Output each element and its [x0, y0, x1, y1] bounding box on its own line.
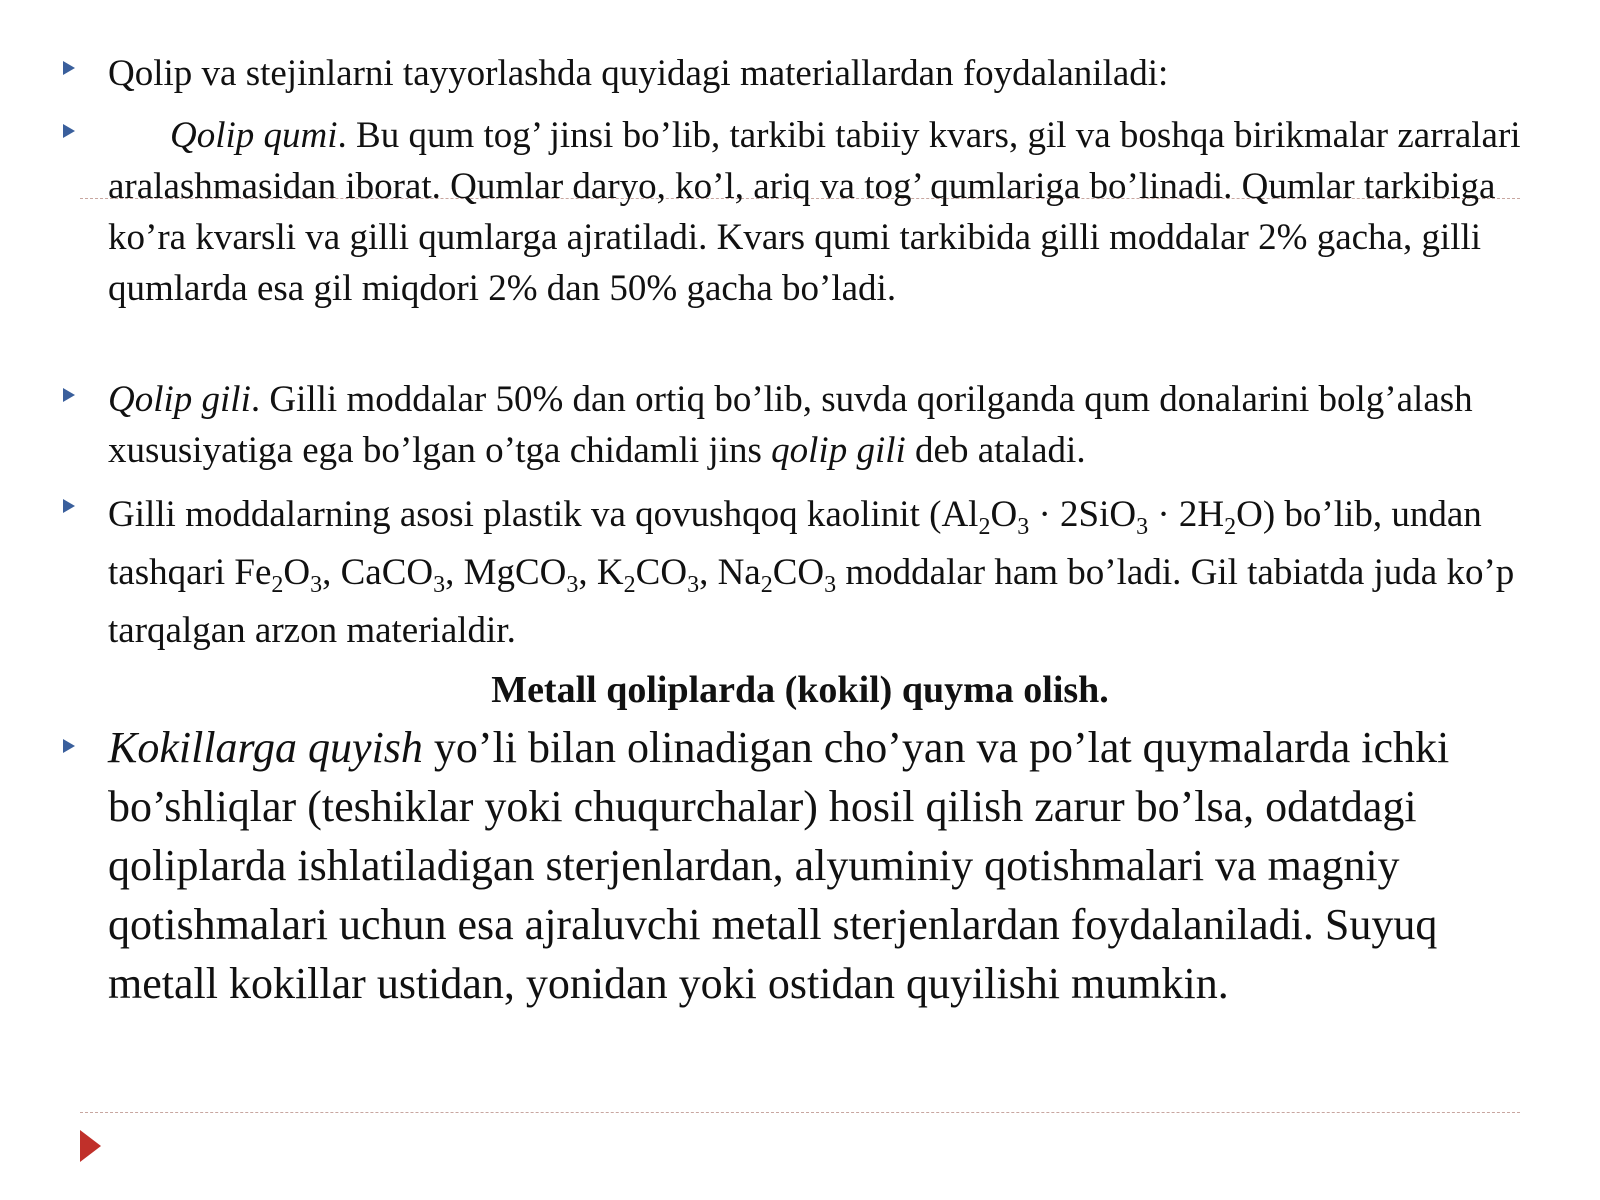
subscript: 3 [310, 572, 323, 598]
subscript: 2 [623, 572, 636, 598]
subscript: 3 [1136, 514, 1149, 540]
triangle-bullet-icon [63, 499, 75, 513]
bullet-qolip-qumi [108, 110, 1558, 314]
bullet-materials-intro [108, 48, 1558, 99]
next-slide-arrow-icon[interactable] [80, 1130, 101, 1162]
bullet-text: . Bu qum tog’ jinsi bo’lib, tarkibi tabiiy kvars, gil va boshqa birikmalar zarralari aralashmasidan iborat. Qumlar daryo, ko’l, ariq va tog’ qumlariga bo’linadi. Qumlar tarkibiga ko’ra kvarsli va gilli qumlarga ajratiladi. Kvars qumi tarkibida gilli moddalar 2% gacha, gilli qumlarda esa gil miqdori 2% dan 50% gacha bo’ladi. [108, 115, 1521, 309]
subscript: 2 [760, 572, 773, 598]
term-qolip-qumi: Qolip qumi [170, 115, 338, 156]
term-qolip-gili-inline: qolip gili [771, 430, 906, 471]
subscript: 3 [687, 572, 700, 598]
subscript: 2 [271, 572, 284, 598]
chem-text: moddalar ham bo’ladi. Gil tabiatda juda ko’p tarqalgan arzon materialdir. [108, 552, 1515, 651]
chem-text: CO [635, 552, 688, 593]
subscript: 2 [1224, 514, 1237, 540]
dashed-divider-bottom [80, 1112, 1520, 1113]
chem-text: O [283, 552, 311, 593]
subscript: 3 [1017, 514, 1030, 540]
chem-text: O) bo’lib, undan tashqari Fe [108, 494, 1482, 593]
bullet-text: Qolip va stejinlarni tayyorlashda quyidagi materiallardan foydalaniladi: [108, 53, 1169, 94]
chem-text: CO [772, 552, 825, 593]
subscript: 3 [433, 572, 446, 598]
subscript: 3 [566, 572, 579, 598]
bullet-text-end: deb ataladi. [905, 430, 1086, 471]
triangle-bullet-icon [63, 388, 75, 402]
bullet-gilli-moddalar [108, 486, 1558, 660]
chem-text: · 2SiO [1029, 494, 1137, 535]
triangle-bullet-icon [63, 739, 75, 753]
chem-text: Gilli moddalarning asosi plastik va qovushqoq kaolinit (Al [108, 494, 979, 535]
chem-text: · 2H [1148, 494, 1225, 535]
chem-text: , MgCO [445, 552, 567, 593]
triangle-bullet-icon [63, 124, 75, 138]
bullet-qolip-gili [108, 374, 1558, 476]
chem-text: , Na [699, 552, 761, 593]
term-kokillarga-quyish: Kokillarga quyish [108, 723, 423, 772]
chem-text: , K [578, 552, 624, 593]
subscript: 3 [824, 572, 837, 598]
chem-text: , CaCO [322, 552, 434, 593]
bullet-text: yo’li bilan olinadigan cho’yan va po’lat quymalarda ichki bo’shliqlar (teshiklar yoki chuqurchalar) hosil qilish zarur bo’lsa, odatdagi qoliplarda ishlatiladigan sterjenlardan, alyuminiy qotishmalari va magniy qotishmalari uchun esa ajraluvchi metall sterjenlardan foydalaniladi. Suyuq metall kokillar ustidan, yonidan yoki ostidan quyilishi mumkin. [108, 723, 1450, 1008]
subscript: 2 [978, 514, 991, 540]
chem-text: O [990, 494, 1018, 535]
term-qolip-gili: Qolip gili [108, 379, 251, 420]
bullet-kokillarga-quyish [108, 718, 1548, 1013]
triangle-bullet-icon [63, 61, 75, 75]
section-heading: Metall qoliplarda (kokil) quyma olish. [491, 669, 1109, 711]
bullet-text: . Gilli moddalar 50% dan ortiq bo’lib, suvda qorilganda qum donalarini bolg’alash xususiyatiga ega bo’lgan o’tga chidamli jins [108, 379, 1473, 471]
